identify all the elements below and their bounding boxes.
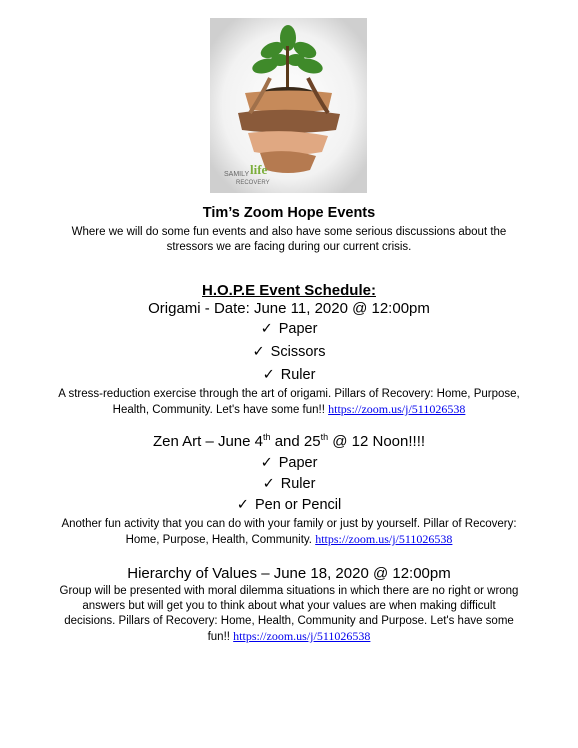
event-hierarchy-title: Hierarchy of Values – June 18, 2020 @ 12:00pm bbox=[127, 565, 451, 582]
check-icon: ✓ bbox=[262, 476, 275, 492]
check-icon: ✓ bbox=[260, 321, 273, 337]
event-hierarchy-description: Group will be presented with moral dilemma situations in which there are no right or wrong answers but will get you to think about what your values are when making difficult decisions. Pillars of Recovery: Home, Health, Community and Purpose. Let's have some fun!! https://zoom.us/j/511026538 bbox=[59, 585, 519, 643]
event-zen-art-title: Zen Art – June 4th and 25th @ 12 Noon!!!! bbox=[152, 432, 426, 450]
check-icon: ✓ bbox=[252, 344, 265, 360]
event-zen-art-description: Another fun activity that you can do with your family or just by yourself. Pillar of Recovery: Home, Purpose, Health, Community. https://zoom.us/j/511026538 bbox=[61, 518, 517, 546]
logo-family-text: SAMILY bbox=[224, 171, 250, 178]
checklist-item: ✓ Paper bbox=[260, 455, 318, 471]
zoom-link[interactable]: https://zoom.us/j/511026538 bbox=[328, 402, 466, 416]
event-origami-description: A stress-reduction exercise through the art of origami. Pillars of Recovery: Home, Purpose, Health, Community. Let's have some fun!! https://zoom.us/j/511026538 bbox=[58, 388, 520, 416]
checklist-item: ✓ Ruler bbox=[262, 476, 316, 492]
page-title: Tim’s Zoom Hope Events bbox=[202, 205, 376, 221]
zoom-link[interactable]: https://zoom.us/j/511026538 bbox=[233, 629, 371, 643]
hands-seedling-image bbox=[210, 18, 367, 193]
logo-recovery-text: RECOVERY bbox=[236, 180, 270, 186]
zoom-link[interactable]: https://zoom.us/j/511026538 bbox=[315, 532, 453, 546]
check-icon: ✓ bbox=[262, 367, 275, 383]
checklist-item: ✓ Ruler bbox=[262, 367, 316, 383]
schedule-heading: H.O.P.E Event Schedule: bbox=[202, 282, 376, 299]
logo-life-text: life bbox=[250, 162, 268, 177]
intro-text: Where we will do some fun events and also have some serious discussions about the stressors we are facing during our current crisis. bbox=[71, 226, 507, 253]
event-origami-title: Origami - Date: June 11, 2020 @ 12:00pm bbox=[148, 300, 430, 317]
checklist-item: ✓ Scissors bbox=[252, 344, 326, 360]
check-icon: ✓ bbox=[260, 455, 273, 471]
checklist-item: ✓ Pen or Pencil bbox=[236, 497, 342, 513]
check-icon: ✓ bbox=[236, 497, 249, 513]
checklist-item: ✓ Paper bbox=[260, 321, 318, 337]
